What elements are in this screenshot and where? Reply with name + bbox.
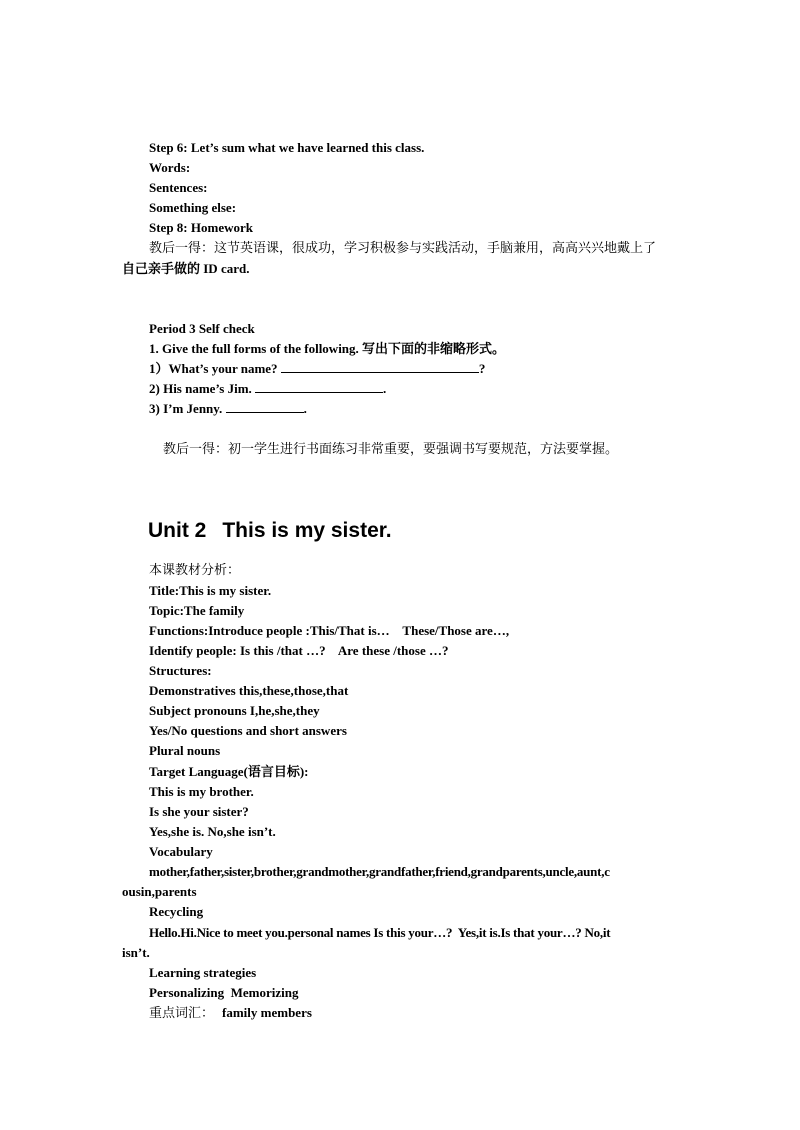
reflection-1-line-a: 教后一得：这节英语课，很成功，学习积极参与实践活动，手脑兼用，高高兴兴地戴上了: [149, 241, 657, 256]
analysis-pronouns: Subject pronouns I,he,she,they: [149, 703, 320, 718]
unit-number: Unit 2: [148, 519, 207, 542]
target-sentence-3: Yes,she is. No,she isn’t.: [149, 824, 276, 839]
analysis-yesno: Yes/No questions and short answers: [149, 723, 347, 738]
recycling-line-a: Hello.Hi.Nice to meet you.personal names Is this your…? Yes,it is.Is that your…? No,it: [149, 925, 611, 940]
key-vocabulary-label: 重点词汇：: [149, 1006, 215, 1021]
analysis-label: 本课教材分析：: [149, 563, 241, 578]
strategies-label: Learning strategies: [149, 965, 257, 980]
step8-line: Step 8: Homework: [149, 220, 253, 235]
question-1-end: ?: [478, 361, 486, 376]
exercise1-title: 1. Give the full forms of the following. 写出下面的非缩略形式。: [149, 341, 506, 356]
something-else-line: Something else:: [149, 200, 237, 215]
answer-blank-1[interactable]: [281, 360, 479, 373]
question-2: [122, 379, 700, 399]
question-1-text: 1）What’s your name?: [149, 361, 281, 376]
reflection-1-line-b: 自己亲手做的 ID card.: [122, 261, 250, 276]
unit-heading: [148, 518, 392, 544]
analysis-demonstratives: Demonstratives this,these,those,that: [149, 683, 349, 698]
answer-blank-2[interactable]: [255, 380, 383, 393]
reflection-2-line: 教后一得：初一学生进行书面练习非常重要，要强调书写要规范，方法要掌握。: [163, 442, 619, 457]
analysis-target: Target Language(语言目标):: [149, 764, 309, 779]
analysis-identify: Identify people: Is this /that …? Are these /those …?: [149, 643, 449, 658]
unit-title: This is my sister.: [222, 519, 392, 542]
vocabulary-label: Vocabulary: [149, 844, 213, 859]
words-line: Words:: [149, 160, 191, 175]
vocabulary-line-a: mother,father,sister,brother,grandmother,grandfather,friend,grandparents,uncle,aunt,c: [149, 864, 610, 879]
analysis-structures: Structures:: [149, 663, 212, 678]
sentences-line: Sentences:: [149, 180, 208, 195]
question-3-end: .: [303, 401, 307, 416]
question-2-text: 2) His name’s Jim.: [149, 381, 256, 396]
question-2-end: .: [383, 381, 387, 396]
question-1: [122, 359, 700, 379]
vocabulary-line-b: ousin,parents: [122, 884, 197, 899]
analysis-topic: Topic:The family: [149, 603, 245, 618]
target-sentence-1: This is my brother.: [149, 784, 254, 799]
analysis-plural: Plural nouns: [149, 743, 221, 758]
key-vocabulary-value: family members: [222, 1005, 312, 1020]
question-3: [122, 399, 700, 419]
analysis-title: Title:This is my sister.: [149, 583, 272, 598]
recycling-line-b: isn’t.: [122, 945, 150, 960]
key-vocabulary-line: [122, 1003, 700, 1024]
question-3-text: 3) I’m Jenny.: [149, 401, 226, 416]
recycling-label: Recycling: [149, 904, 204, 919]
analysis-functions: Functions:Introduce people :This/That is… These/Those are…,: [149, 623, 510, 638]
strategies-items: Personalizing Memorizing: [149, 985, 299, 1000]
step6-line: Step 6: Let’s sum what we have learned this class.: [149, 140, 425, 155]
answer-blank-3[interactable]: [226, 400, 304, 413]
period3-line: Period 3 Self check: [149, 321, 255, 336]
target-sentence-2: Is she your sister?: [149, 804, 249, 819]
